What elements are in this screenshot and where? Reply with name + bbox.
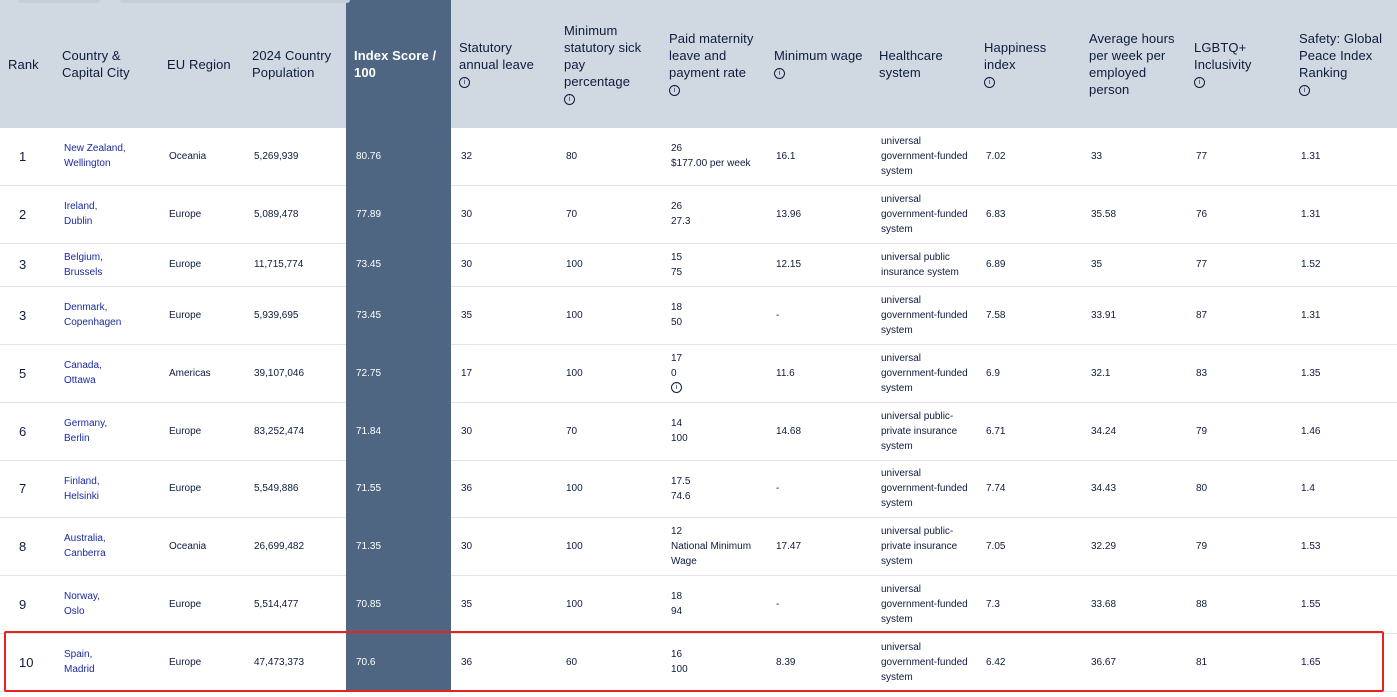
cell-index-score: 71.84 (346, 402, 451, 460)
info-icon[interactable]: i (984, 77, 995, 88)
capital-link[interactable]: Madrid (64, 664, 95, 675)
maternity-weeks: 14 (671, 418, 683, 429)
country-link[interactable]: Canada, (64, 360, 102, 371)
cell-country[interactable] (54, 344, 159, 402)
cell-minimum-wage: 14.68 (766, 402, 871, 460)
cell-rank: 8 (0, 517, 54, 575)
cell-annual-leave: 36 (451, 460, 556, 517)
header-safety[interactable]: Safety: Global Peace Index Ranking i (1291, 0, 1397, 128)
cell-annual-leave: 35 (451, 575, 556, 633)
maternity-weeks: 18 (671, 591, 683, 602)
header-population[interactable]: 2024 Country Population (244, 0, 346, 128)
cell-lgbtq: 79 (1186, 402, 1291, 460)
cell-lgbtq: 77 (1186, 243, 1291, 286)
cell-country[interactable] (54, 185, 159, 243)
cell-sick-pay: 100 (556, 575, 661, 633)
cell-region: Europe (159, 243, 244, 286)
cell-population: 5,089,478 (244, 185, 346, 243)
cell-country[interactable] (54, 575, 159, 633)
cell-hours: 33 (1081, 128, 1186, 185)
cell-annual-leave: 32 (451, 128, 556, 185)
cell-hours: 33.68 (1081, 575, 1186, 633)
cell-index-score: 70.85 (346, 575, 451, 633)
cell-hours: 35 (1081, 243, 1186, 286)
capital-link[interactable]: Oslo (64, 606, 85, 617)
cell-region: Europe (159, 633, 244, 691)
header-minimum-wage[interactable]: Minimum wage i (766, 0, 871, 128)
cell-minimum-wage: 8.39 (766, 633, 871, 691)
cell-index-score: 70.6 (346, 633, 451, 691)
cell-annual-leave: 35 (451, 286, 556, 344)
cell-country[interactable] (54, 460, 159, 517)
cell-country[interactable] (54, 128, 159, 185)
cell-rank: 3 (0, 243, 54, 286)
cell-lgbtq: 83 (1186, 344, 1291, 402)
cell-population: 5,514,477 (244, 575, 346, 633)
table-row (0, 344, 1397, 402)
cell-hours: 36.67 (1081, 633, 1186, 691)
cell-index-score: 73.45 (346, 286, 451, 344)
cell-region: Europe (159, 402, 244, 460)
cell-sick-pay: 70 (556, 402, 661, 460)
header-healthcare[interactable]: Healthcare system (871, 0, 976, 128)
header-hours[interactable]: Average hours per week per employed person (1081, 0, 1186, 128)
cell-maternity (661, 128, 766, 185)
maternity-rate: 75 (671, 266, 683, 278)
cell-minimum-wage: - (766, 575, 871, 633)
cell-population: 11,715,774 (244, 243, 346, 286)
cell-annual-leave: 36 (451, 633, 556, 691)
cell-population: 83,252,474 (244, 402, 346, 460)
cell-index-score: 73.45 (346, 243, 451, 286)
cell-safety: 1.4 (1291, 460, 1397, 517)
cell-lgbtq: 88 (1186, 575, 1291, 633)
cell-index-score: 72.75 (346, 344, 451, 402)
header-region[interactable]: EU Region (159, 0, 244, 128)
cell-maternity (661, 185, 766, 243)
cell-sick-pay: 100 (556, 243, 661, 286)
cell-healthcare: universal government-funded system (871, 128, 976, 185)
cell-region: Europe (159, 185, 244, 243)
cell-annual-leave: 17 (451, 344, 556, 402)
header-happiness[interactable]: Happiness index i (976, 0, 1081, 128)
table-row (0, 633, 1397, 691)
cell-maternity (661, 517, 766, 575)
cell-lgbtq: 80 (1186, 460, 1291, 517)
header-country[interactable]: Country & Capital City (54, 0, 159, 128)
cell-region: Oceania (159, 517, 244, 575)
header-maternity[interactable]: Paid maternity leave and payment rate i (661, 0, 766, 128)
cell-healthcare: universal government-funded system (871, 633, 976, 691)
cell-region: Oceania (159, 128, 244, 185)
cell-happiness: 7.02 (976, 128, 1081, 185)
cell-healthcare: universal government-funded system (871, 575, 976, 633)
country-link[interactable]: Germany, (64, 418, 108, 429)
cell-annual-leave: 30 (451, 243, 556, 286)
cell-population: 5,939,695 (244, 286, 346, 344)
header-annual-leave[interactable]: Statutory annual leave i (451, 0, 556, 128)
cell-happiness: 7.05 (976, 517, 1081, 575)
cell-healthcare: universal government-funded system (871, 286, 976, 344)
cell-country[interactable] (54, 286, 159, 344)
capital-link[interactable]: Wellington (64, 158, 111, 170)
cell-happiness: 6.83 (976, 185, 1081, 243)
cell-rank: 10 (0, 633, 54, 691)
cell-safety: 1.65 (1291, 633, 1397, 691)
cell-healthcare: universal government-funded system (871, 344, 976, 402)
cell-region: Americas (159, 344, 244, 402)
cell-healthcare: universal government-funded system (871, 185, 976, 243)
capital-link[interactable]: Copenhagen (64, 317, 122, 328)
cell-safety: 1.52 (1291, 243, 1397, 286)
maternity-rate: 100 (671, 664, 688, 675)
maternity-weeks: 17.5 (671, 475, 691, 487)
info-icon[interactable]: i (459, 77, 470, 88)
cell-safety: 1.35 (1291, 344, 1397, 402)
cell-region: Europe (159, 575, 244, 633)
cell-rank: 2 (0, 185, 54, 243)
cell-safety: 1.31 (1291, 128, 1397, 185)
maternity-rate: 100 (671, 433, 688, 444)
header-rank[interactable]: Rank (0, 0, 54, 128)
cell-hours: 32.29 (1081, 517, 1186, 575)
info-icon[interactable]: i (774, 68, 785, 79)
cell-lgbtq: 87 (1186, 286, 1291, 344)
tab-stub-left (18, 0, 100, 3)
cell-index-score: 71.35 (346, 517, 451, 575)
cell-annual-leave: 30 (451, 402, 556, 460)
cell-country[interactable] (54, 517, 159, 575)
cell-maternity (661, 460, 766, 517)
cell-hours: 34.24 (1081, 402, 1186, 460)
header-index-score[interactable]: Index Score / 100 (346, 0, 451, 128)
capital-link[interactable]: Brussels (64, 266, 103, 278)
info-icon[interactable]: i (564, 94, 575, 105)
country-link[interactable]: Finland, (64, 475, 100, 487)
cell-annual-leave: 30 (451, 517, 556, 575)
info-icon[interactable]: i (1299, 85, 1310, 96)
cell-hours: 33.91 (1081, 286, 1186, 344)
cell-lgbtq: 76 (1186, 185, 1291, 243)
cell-population: 26,699,482 (244, 517, 346, 575)
cell-healthcare: universal public-private insurance system (871, 517, 976, 575)
cell-healthcare: universal public-private insurance system (871, 402, 976, 460)
maternity-rate: 0 (671, 367, 677, 379)
cell-population: 39,107,046 (244, 344, 346, 402)
maternity-weeks: 26 (671, 143, 683, 155)
cell-safety: 1.55 (1291, 575, 1397, 633)
cell-safety: 1.46 (1291, 402, 1397, 460)
table-row (0, 128, 1397, 185)
cell-country[interactable] (54, 243, 159, 286)
cell-minimum-wage: 13.96 (766, 185, 871, 243)
country-link[interactable]: Australia, (64, 533, 106, 544)
country-link[interactable]: Spain, (64, 649, 93, 660)
cell-hours: 34.43 (1081, 460, 1186, 517)
table-row (0, 243, 1397, 286)
info-icon[interactable]: i (669, 85, 680, 96)
cell-maternity (661, 402, 766, 460)
cell-maternity (661, 344, 766, 402)
maternity-weeks: 12 (671, 525, 683, 537)
cell-sick-pay: 70 (556, 185, 661, 243)
cell-healthcare: universal government-funded system (871, 460, 976, 517)
cell-maternity (661, 243, 766, 286)
cell-index-score: 71.55 (346, 460, 451, 517)
cell-sick-pay: 100 (556, 286, 661, 344)
cell-hours: 32.1 (1081, 344, 1186, 402)
cell-happiness: 6.89 (976, 243, 1081, 286)
maternity-rate: $177.00 per week (671, 158, 751, 170)
cell-safety: 1.53 (1291, 517, 1397, 575)
cell-maternity (661, 575, 766, 633)
maternity-weeks: 17 (671, 352, 683, 364)
cell-rank: 9 (0, 575, 54, 633)
cell-safety: 1.31 (1291, 185, 1397, 243)
cell-happiness: 7.3 (976, 575, 1081, 633)
cell-country[interactable] (54, 402, 159, 460)
cell-minimum-wage: 12.15 (766, 243, 871, 286)
cell-rank: 3 (0, 286, 54, 344)
table-body (0, 128, 1397, 691)
cell-population: 47,473,373 (244, 633, 346, 691)
header-sick-pay[interactable]: Minimum statutory sick pay percentage i (556, 0, 661, 128)
country-link[interactable]: Belgium, (64, 251, 103, 263)
maternity-rate: National Minimum Wage (671, 540, 752, 567)
table-row (0, 517, 1397, 575)
cell-rank: 1 (0, 128, 54, 185)
cell-minimum-wage: - (766, 286, 871, 344)
table-row (0, 402, 1397, 460)
cell-happiness: 7.58 (976, 286, 1081, 344)
tab-stub-right (120, 0, 350, 3)
cell-lgbtq: 77 (1186, 128, 1291, 185)
table-row (0, 286, 1397, 344)
maternity-rate: 50 (671, 317, 683, 328)
cell-safety: 1.31 (1291, 286, 1397, 344)
cell-maternity (661, 633, 766, 691)
info-icon[interactable]: i (671, 382, 682, 393)
cell-region: Europe (159, 286, 244, 344)
cell-population: 5,549,886 (244, 460, 346, 517)
table-row (0, 575, 1397, 633)
table-row (0, 185, 1397, 243)
cell-lgbtq: 81 (1186, 633, 1291, 691)
maternity-weeks: 16 (671, 649, 683, 660)
cell-region: Europe (159, 460, 244, 517)
cell-happiness: 6.9 (976, 344, 1081, 402)
maternity-weeks: 18 (671, 302, 683, 313)
cell-rank: 5 (0, 344, 54, 402)
table-row (0, 460, 1397, 517)
country-link[interactable]: Ireland, (64, 201, 98, 212)
cell-sick-pay: 100 (556, 460, 661, 517)
cell-healthcare: universal public insurance system (871, 243, 976, 286)
header-row (0, 0, 1397, 128)
capital-link[interactable]: Dublin (64, 216, 93, 227)
capital-link[interactable]: Canberra (64, 548, 106, 559)
cell-minimum-wage: 16.1 (766, 128, 871, 185)
cell-minimum-wage: 11.6 (766, 344, 871, 402)
cell-rank: 7 (0, 460, 54, 517)
cell-index-score: 80.76 (346, 128, 451, 185)
capital-link[interactable]: Helsinki (64, 490, 100, 502)
maternity-weeks: 15 (671, 251, 683, 263)
cell-happiness: 7.74 (976, 460, 1081, 517)
country-link[interactable]: New Zealand, (64, 143, 126, 155)
maternity-rate: 74.6 (671, 490, 691, 502)
cell-hours: 35.58 (1081, 185, 1186, 243)
cell-lgbtq: 79 (1186, 517, 1291, 575)
cell-country[interactable] (54, 633, 159, 691)
maternity-rate: 94 (671, 606, 683, 617)
cell-population: 5,269,939 (244, 128, 346, 185)
cell-maternity (661, 286, 766, 344)
maternity-rate: 27.3 (671, 216, 691, 227)
cell-sick-pay: 60 (556, 633, 661, 691)
info-icon[interactable]: i (1194, 77, 1205, 88)
capital-link[interactable]: Ottawa (64, 375, 96, 386)
country-link[interactable]: Denmark, (64, 302, 108, 313)
cell-happiness: 6.71 (976, 402, 1081, 460)
country-link[interactable]: Norway, (64, 591, 100, 602)
cell-minimum-wage: - (766, 460, 871, 517)
cell-happiness: 6.42 (976, 633, 1081, 691)
cell-index-score: 77.89 (346, 185, 451, 243)
header-lgbtq[interactable]: LGBTQ+ Inclusivity i (1186, 0, 1291, 128)
cell-sick-pay: 100 (556, 517, 661, 575)
maternity-weeks: 26 (671, 201, 683, 212)
cell-sick-pay: 100 (556, 344, 661, 402)
cell-sick-pay: 80 (556, 128, 661, 185)
cell-minimum-wage: 17.47 (766, 517, 871, 575)
capital-link[interactable]: Berlin (64, 433, 90, 444)
cell-annual-leave: 30 (451, 185, 556, 243)
cell-rank: 6 (0, 402, 54, 460)
